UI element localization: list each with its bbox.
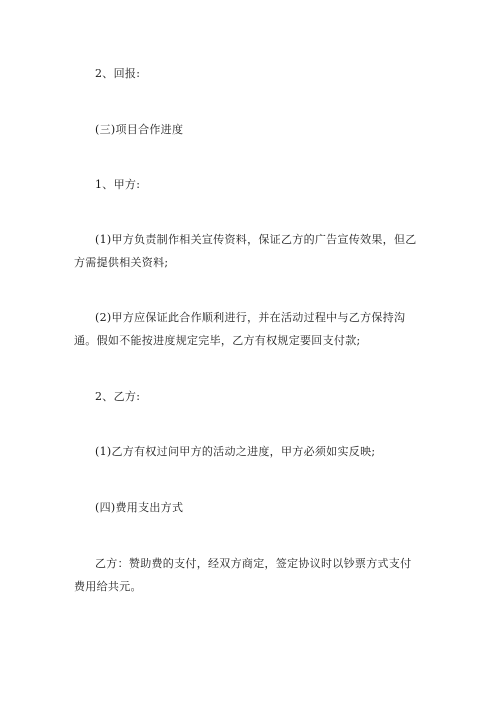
paragraph-party-b-heading: 2、乙方: [95, 390, 141, 403]
paragraph-party-a-heading: 1、甲方: [95, 178, 141, 191]
paragraph-party-a-item-1: (1)甲方负责制作相关宣传资料，保证乙方的广告宣传效果，但乙方需提供相关资料; [74, 233, 417, 269]
paragraph-payment-heading: (四)费用支出方式 [95, 501, 184, 514]
paragraph-payment-detail: 乙方：赞助费的支付，经双方商定，签定协议时以钞票方式支付费用给共元。 [74, 557, 412, 593]
paragraph-party-a-item-2: (2)甲方应保证此合作顺利进行，并在活动过程中与乙方保持沟通。假如不能按进度规定完毕，乙方有权规定要回支付款; [74, 311, 406, 347]
paragraph-party-b-item-1: (1)乙方有权过问甲方的活动之进度，甲方必须如实反映; [95, 445, 376, 458]
paragraph-return-heading: 2、回报: [95, 67, 141, 80]
paragraph-progress-heading: (三)项目合作进度 [95, 123, 184, 136]
